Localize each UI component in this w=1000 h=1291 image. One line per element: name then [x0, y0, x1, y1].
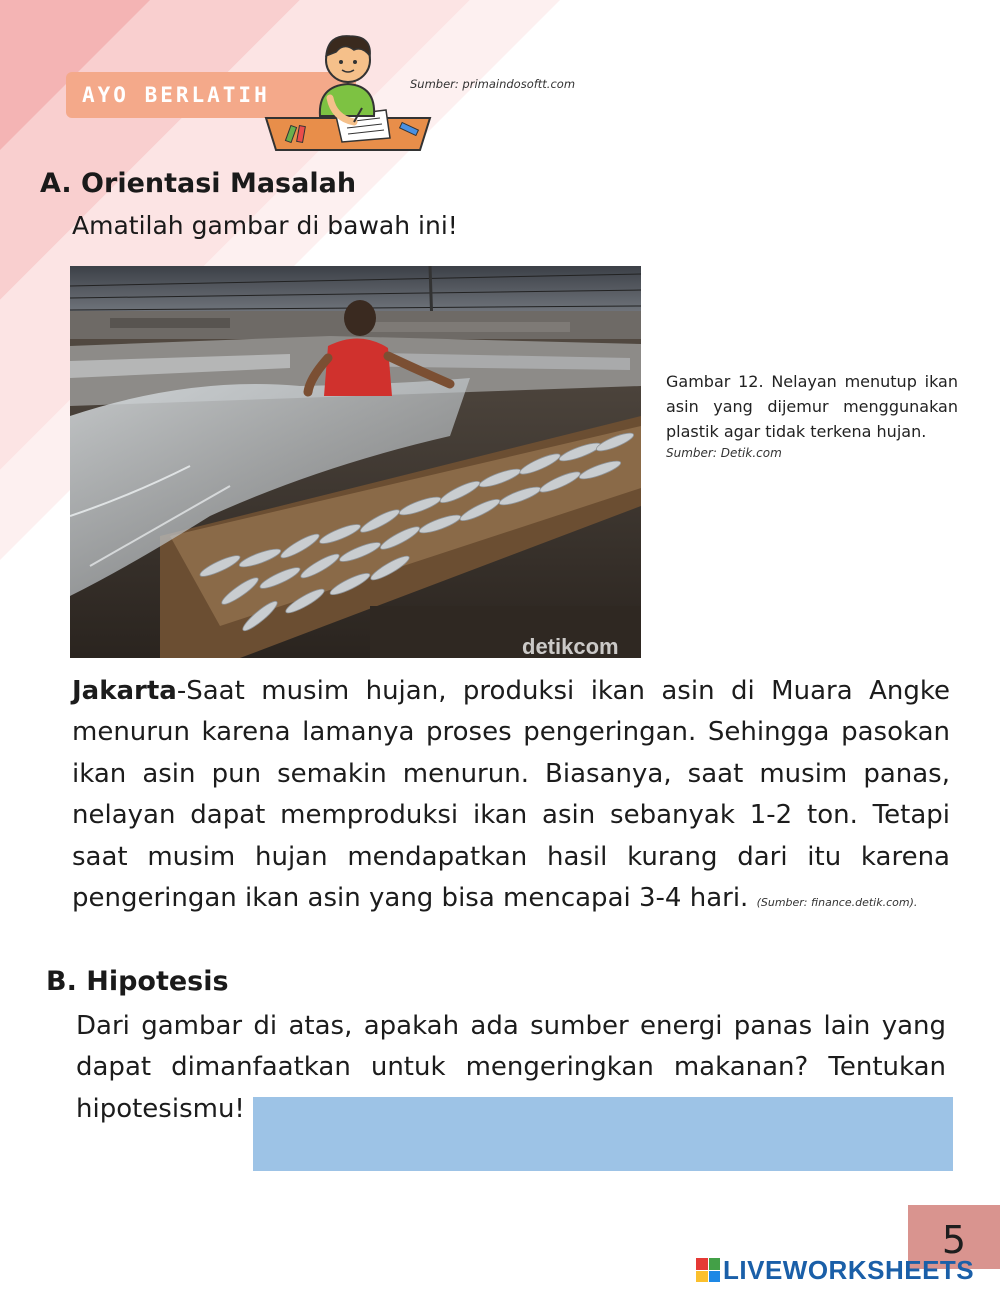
illustration-credit: Sumber: primaindosoftt.com	[410, 77, 576, 91]
caption-line: asin yang dijemur menggunakan	[666, 397, 958, 416]
article-line: nelayan dapat memproduksi ikan asin sebanyak 1-2 ton. Tetapi	[72, 800, 950, 830]
figure-caption-source: Sumber: Detik.com	[666, 446, 782, 460]
hypothesis-question-line: dapat dimanfaatkan untuk mengeringkan makanan? Tentukan	[76, 1052, 946, 1082]
section-a-instruction: Amatilah gambar di bawah ini!	[72, 211, 458, 240]
caption-line: Gambar 12. Nelayan menutup ikan	[666, 372, 958, 391]
fisherman-drying-fish-photo	[70, 266, 641, 658]
section-a-title: A. Orientasi Masalah	[40, 168, 357, 199]
figure-caption	[666, 369, 958, 444]
detik-watermark: detikcom	[522, 634, 619, 658]
article-line: saat musim hujan mendapatkan hasil kurang dari itu karena	[72, 842, 950, 872]
hypothesis-question-line: Dari gambar di atas, apakah ada sumber energi panas lain yang	[76, 1011, 946, 1041]
article-line: pengeringan ikan asin yang bisa mencapai 3-4 hari. (Sumber: finance.detik.com).	[72, 883, 918, 913]
caption-line: plastik agar tidak terkena hujan.	[666, 422, 927, 441]
article-line: ikan asin pun semakin menurun. Biasanya, saat musim panas,	[72, 759, 950, 789]
liveworksheets-wordmark: LIVEWORKSHEETS	[723, 1254, 975, 1285]
hypothesis-answer-input[interactable]	[253, 1097, 953, 1171]
article-source: (Sumber: finance.detik.com).	[756, 896, 918, 909]
article-line: menurun karena lamanya proses pengeringan. Sehingga pasokan	[72, 717, 950, 747]
page-number: 5	[908, 1205, 1000, 1269]
article-lead: Jakarta	[72, 676, 177, 706]
ayo-berlatih-tag: AYO BERLATIH	[66, 72, 356, 118]
liveworksheets-logo-icon	[696, 1258, 720, 1282]
article-line: Jakarta-Saat musim hujan, produksi ikan asin di Muara Angke	[72, 676, 950, 706]
hypothesis-question-line: hipotesismu!	[76, 1094, 245, 1124]
section-b-title: B. Hipotesis	[46, 966, 229, 997]
liveworksheets-brand[interactable]	[696, 1255, 974, 1285]
